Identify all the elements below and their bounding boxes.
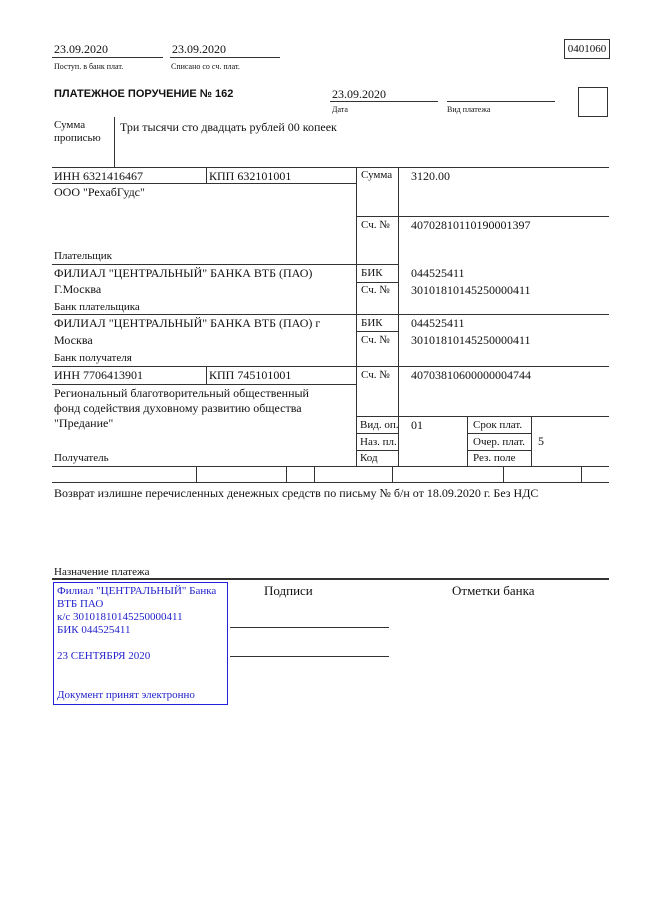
payee-kpp: КПП 745101001 <box>209 368 292 382</box>
received-date: 23.09.2020 <box>54 42 108 56</box>
payee-bank-label: Банк получателя <box>54 352 132 364</box>
payee-inn: ИНН 7706413901 <box>54 368 143 382</box>
payer-bank-account: 30101810145250000411 <box>411 283 531 297</box>
payee-account: 40703810600000004744 <box>411 368 531 382</box>
payer-bik-label: БИК <box>361 267 383 279</box>
payer-account-label: Сч. № <box>361 219 390 231</box>
payment-type-box <box>578 87 608 117</box>
payee-name-2: фонд содействия духовному развитию общества <box>54 401 302 415</box>
received-label: Поступ. в банк плат. <box>54 62 124 71</box>
amount-words-label-2: прописью <box>54 132 101 144</box>
amount-value: 3120.00 <box>411 169 450 183</box>
payee-bik-label: БИК <box>361 317 383 329</box>
page-title: ПЛАТЕЖНОЕ ПОРУЧЕНИЕ № 162 <box>54 88 234 100</box>
payee-account-label: Сч. № <box>361 369 390 381</box>
payee-bank-account: 30101810145250000411 <box>411 333 531 347</box>
payer-label: Плательщик <box>54 250 112 262</box>
amount-words-label: Сумма <box>54 119 86 131</box>
payer-bik: 044525411 <box>411 266 465 280</box>
payee-name-1: Региональный благотворительный общественный <box>54 386 309 400</box>
payer-inn: ИНН 6321416467 <box>54 169 143 183</box>
stamp-note: Документ принят электронно <box>57 689 195 701</box>
purpose-label: Назначение платежа <box>54 566 150 578</box>
stamp-line: ВТБ ПАО <box>57 598 104 610</box>
payer-name: ООО "РехабГудс" <box>54 185 145 199</box>
code-label: Код <box>360 452 378 464</box>
payer-account: 40702810110190001397 <box>411 218 531 232</box>
payee-bik: 044525411 <box>411 316 465 330</box>
payer-kpp: КПП 632101001 <box>209 169 292 183</box>
form-code: 0401060 <box>564 39 610 59</box>
payment-type-label: Вид платежа <box>447 105 491 114</box>
stamp-line: Филиал "ЦЕНТРАЛЬНЫЙ" Банка <box>57 585 217 597</box>
order-date: 23.09.2020 <box>332 87 386 101</box>
stamp-line: к/с 30101810145250000411 <box>57 611 183 623</box>
stamp-date: 23 СЕНТЯБРЯ 2020 <box>57 650 151 662</box>
debited-label: Списано со сч. плат. <box>171 62 240 71</box>
debited-date: 23.09.2020 <box>172 42 226 56</box>
amount-label: Сумма <box>361 169 393 181</box>
payee-bank-city: Москва <box>54 333 93 347</box>
reserve-label: Рез. поле <box>473 452 516 464</box>
op-type-label: Вид. оп. <box>360 419 399 431</box>
payee-name-3: "Предание" <box>54 416 114 430</box>
stamp-line: БИК 044525411 <box>57 624 131 636</box>
date-label: Дата <box>332 105 348 114</box>
priority-label: Очер. плат. <box>473 436 526 448</box>
priority-value: 5 <box>538 434 544 448</box>
payee-label: Получатель <box>54 452 109 464</box>
payer-bank-label: Банк плательщика <box>54 301 140 313</box>
op-type: 01 <box>411 418 423 432</box>
payer-bank-city: Г.Москва <box>54 282 102 296</box>
payer-bank-name: ФИЛИАЛ "ЦЕНТРАЛЬНЫЙ" БАНКА ВТБ (ПАО) <box>54 266 313 280</box>
bank-stamp <box>53 582 228 705</box>
amount-in-words: Три тысячи сто двадцать рублей 00 копеек <box>120 120 337 134</box>
term-label: Срок плат. <box>473 419 523 431</box>
payer-bank-account-label: Сч. № <box>361 284 390 296</box>
payee-bank-account-label: Сч. № <box>361 334 390 346</box>
payment-purpose: Возврат излишне перечисленных денежных средств по письму № б/н от 18.09.2020 г. Без НДС <box>54 486 539 500</box>
signatures-label: Подписи <box>264 583 313 598</box>
bank-marks-label: Отметки банка <box>452 583 535 598</box>
purpose-code-label: Наз. пл. <box>360 436 397 448</box>
payee-bank-name: ФИЛИАЛ "ЦЕНТРАЛЬНЫЙ" БАНКА ВТБ (ПАО) г <box>54 316 321 330</box>
